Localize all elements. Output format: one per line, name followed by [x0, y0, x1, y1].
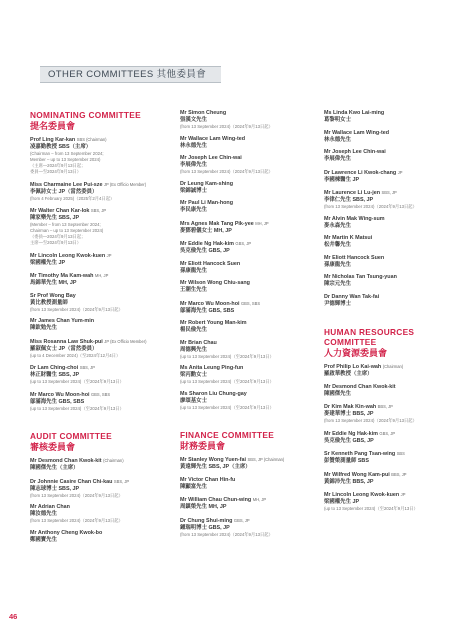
member-name-zh: 鄔滿海先生 GBS, SBS — [30, 398, 85, 405]
member-note: (from 13 September 2024)（2024年9月13日起） — [30, 518, 123, 523]
section-spacer — [180, 416, 315, 430]
member-name-line — [30, 338, 165, 346]
member-name: Dr Chung Shui-ming — [180, 517, 233, 524]
member-name-zh: 黃錦沛先生 BBS, JP — [324, 478, 374, 485]
member-name-line — [180, 261, 315, 268]
member-entry — [30, 457, 165, 472]
member-entry — [30, 318, 165, 332]
member-name-line — [30, 391, 165, 399]
member-name: Dr Danny Wan Tak-fai — [324, 293, 380, 300]
member-name-line — [324, 403, 464, 411]
member-name-line — [180, 110, 315, 117]
member-title-suffix: (Chairman) — [103, 458, 124, 463]
member-name-line — [180, 365, 315, 372]
member-name-zh: 李國棟醫生 JP — [324, 176, 360, 183]
member-name-zh: 林永德先生 — [180, 142, 207, 149]
member-name-zh: 周鎮榮先生 MH, JP — [180, 504, 227, 510]
member-title-suffix: JP (Ex Officio Member) — [104, 338, 147, 344]
member-name-zh: 馬錦華先生 MH, JP — [30, 280, 77, 286]
member-name-zh: 鄔滿海先生 GBS, SBS — [180, 307, 235, 314]
member-entry — [180, 240, 315, 255]
committee-title: FINANCE COMMITTEE — [180, 430, 275, 440]
member-note: (from 13 September 2024)（2024年9月13日起） — [324, 418, 417, 423]
member-name-line — [30, 478, 165, 486]
member-name: Mr Paul Li Man-hong — [180, 200, 234, 206]
member-entry — [30, 478, 165, 499]
member-name: Mr Wilson Wong Chiu-sang — [180, 280, 250, 286]
member-entry — [180, 391, 315, 411]
member-note: (from 13 September 2024)（2024年9月13日起） — [180, 169, 273, 174]
committee-title-zh: 財務委員會 — [180, 441, 226, 451]
member-name: Ms Linda Kwo Lai-ming — [324, 110, 385, 116]
member-title-suffix: SBS, JP — [381, 190, 397, 195]
member-title-suffix: JP — [106, 252, 112, 258]
member-title-suffix: MH, JP — [252, 497, 267, 502]
committee-title: AUDIT COMMITTEE — [30, 431, 112, 441]
member-entry — [324, 384, 464, 398]
member-name: Sr Prof Wong Bay — [30, 292, 76, 299]
member-name-line — [180, 517, 315, 525]
member-name-zh: 王潮生先生 — [180, 287, 207, 293]
member-name: Mr Marco Wu Moon-hoi — [180, 300, 240, 307]
member-name: Mr William Chau Chun-wing — [180, 497, 252, 503]
member-name: Mr Joseph Lee Chin-wai — [324, 149, 386, 155]
member-title-suffix: GBS, SBS — [241, 300, 261, 306]
member-name-zh: 李展偉先生 — [180, 162, 207, 168]
member-name-line — [30, 318, 165, 325]
member-name-line — [180, 280, 315, 287]
member-name: Mr Wallace Lam Wing-ted — [324, 129, 390, 136]
member-name-zh: 吳克儉先生 GBS, JP — [324, 437, 374, 444]
member-name: Prof Philip Lo Kai-wah — [324, 364, 382, 370]
member-name-line — [30, 181, 165, 189]
member-name: Mr Walter Chan Kar-lok — [30, 208, 90, 214]
page-number: 46 — [9, 612, 18, 621]
member-entry — [324, 274, 464, 288]
member-entry — [324, 430, 464, 445]
member-name-line — [180, 496, 315, 504]
member-entry — [180, 155, 315, 175]
member-note: (from 13 September 2024)（2024年9月13日起） — [30, 492, 123, 498]
member-entry — [180, 365, 315, 385]
member-name-zh: 鄭國寶先生 — [30, 536, 57, 543]
member-entry — [324, 169, 464, 184]
member-name-line — [324, 235, 464, 242]
member-name: Mr Eliott Hancock Suen — [324, 254, 385, 261]
member-note: Member – up to 13 September 2024) — [30, 157, 101, 162]
member-name: Mr Eddie Ng Hak-kim — [324, 430, 378, 437]
member-name-line — [324, 384, 464, 391]
member-title-suffix: MH, JP — [94, 273, 109, 278]
member-name-zh: 周德興先生 — [180, 346, 207, 353]
member-entry — [30, 364, 165, 385]
member-name-line — [180, 181, 315, 188]
member-name-zh: 孫康龍先生 — [180, 267, 207, 274]
member-name-zh: 羅啟華教授（主席） — [324, 371, 373, 377]
member-name: Mr Alvin Mak Wing-sum — [324, 215, 385, 222]
member-name: Mr Stanley Wong Yuen-fai — [180, 457, 246, 463]
member-title-suffix: SBS, JP — [90, 208, 107, 213]
member-entry — [180, 110, 315, 130]
member-name-zh: 麥永森先生 — [324, 222, 351, 229]
member-name-line — [30, 272, 165, 280]
member-name-zh: 陳家樂先生 SBS, JP — [30, 215, 80, 221]
member-note: Chairman – up to 13 September 2024) — [30, 228, 104, 233]
member-name-line — [30, 364, 165, 372]
member-entry — [180, 300, 315, 315]
member-entry — [180, 517, 315, 538]
member-name-zh: 陳國傑先生 — [324, 390, 351, 397]
member-name: Mr Marco Wu Moon-hoi — [30, 391, 90, 398]
member-name-zh: 林正財醫生 SBS, JP — [30, 372, 80, 378]
member-note: (up to 13 September 2024)（至2024年9月13日） — [30, 405, 124, 411]
member-entry — [180, 477, 315, 491]
committee-title-zh: 人力資源委員會 — [324, 348, 388, 358]
member-name: Miss Rosanna Law Shuk-pui — [30, 338, 103, 345]
member-name: Mr Laurence Li Lu-jen — [324, 190, 381, 196]
member-entry — [324, 491, 464, 512]
member-entry — [30, 391, 165, 412]
column-3 — [324, 110, 464, 518]
member-name: Mr Joseph Lee Chin-wai — [180, 155, 242, 161]
member-name: Mr Eliott Hancock Suen — [180, 260, 241, 267]
member-entry — [180, 456, 315, 471]
member-entry — [180, 136, 315, 150]
member-name: Prof Ling Kar-kan — [30, 137, 76, 143]
member-name-zh: 黃比教授測量師 — [30, 299, 68, 306]
member-note: (Member – from 13 September 2024; — [30, 222, 101, 227]
member-name-line — [30, 136, 165, 144]
member-name-zh: 李佩詩女士 JP（當然委員） — [30, 188, 98, 195]
member-name-zh: 羅淑佩女士 JP（當然委員） — [30, 345, 98, 352]
member-name-zh: 鍾瑞明博士 GBS, JP — [180, 524, 230, 531]
member-name-zh: 梁國權先生 JP — [30, 259, 66, 266]
member-note: (up to 13 September 2024)（至2024年9月13日） — [180, 353, 274, 359]
member-name-zh: 尹德輝博士 — [324, 300, 351, 307]
member-entry — [324, 450, 464, 465]
member-title-suffix: SBS, JP — [79, 365, 95, 370]
member-name: Mr Simon Cheung — [180, 110, 227, 116]
member-name-line — [30, 504, 165, 511]
member-title-suffix: SBS (Chairman) — [76, 137, 107, 142]
member-note: (from 4 February 2025)（2025年2月4日起） — [30, 195, 115, 201]
member-entry — [324, 189, 464, 210]
member-name-line — [324, 169, 464, 177]
member-entry — [324, 403, 464, 424]
member-note: (Chairman – from 13 September 2024; — [30, 151, 104, 156]
member-name-zh: 陳顯富先生 — [180, 483, 207, 490]
member-name-zh: 彭贊榮測量師 SBS — [324, 458, 369, 464]
member-name-zh: 陳志球博士 SBS, JP — [30, 485, 80, 492]
member-name: Mr Wilfred Wong Kam-pui — [324, 471, 390, 478]
member-name: Mr Desmond Chan Kwok-kit — [324, 383, 396, 390]
member-name-zh: 凌嘉勤教授 SBS（主席） — [30, 144, 92, 150]
member-name-zh: 孫康龍先生 — [324, 261, 351, 268]
member-name-line — [324, 110, 464, 117]
member-name-line — [180, 391, 315, 398]
member-entry — [30, 293, 165, 313]
member-title-suffix: SBS, JP (Chairman) — [247, 457, 285, 462]
member-entry — [324, 471, 464, 486]
member-title-suffix: SBS — [396, 451, 405, 456]
member-name: Mrs Agnes Mak Tang Pik-yee — [180, 220, 254, 227]
member-name: Dr Lam Ching-choi — [30, 365, 79, 371]
member-entry — [180, 280, 315, 294]
member-name-zh: 梁錦誠博士 — [180, 187, 207, 194]
member-name-line — [180, 456, 315, 464]
member-name-line — [180, 240, 315, 248]
member-entry — [30, 338, 165, 359]
member-name: Mr Nicholas Tan Tsung-yuan — [324, 274, 397, 280]
member-name: Mr Adrian Chan — [30, 504, 70, 510]
member-entry — [180, 220, 315, 235]
member-name: Mr Victor Chan Hin-fu — [180, 476, 236, 483]
member-name-line — [30, 530, 165, 537]
member-name-zh: 陳宗元先生 — [324, 281, 351, 287]
member-name-line — [324, 491, 464, 499]
member-name-line — [180, 300, 315, 308]
member-title-suffix: GBS, JP — [233, 517, 250, 523]
member-name: Mr Desmond Chan Kwok-kit — [30, 458, 102, 464]
member-title-suffix: JP — [397, 169, 403, 175]
member-entry — [180, 200, 315, 214]
committee-title-zh: 審核委員會 — [30, 442, 76, 452]
member-name: Mr James Chan Yum-min — [30, 318, 95, 324]
member-note: (from 13 September 2024)（2024年9月13日起） — [324, 204, 417, 209]
member-name-line — [324, 130, 464, 137]
member-name-zh: 李展偉先生 — [324, 156, 351, 162]
member-name-zh: 陳欽勉先生 — [30, 325, 57, 331]
member-note: (up to 13 September 2024)（至2024年9月13日） — [324, 506, 418, 511]
member-name-zh: 梁國權先生 JP — [324, 499, 360, 505]
member-entry — [30, 272, 165, 287]
member-name-zh: 陳國傑先生（主席） — [30, 465, 79, 471]
member-note: （主席—2024年9月13日起； — [30, 163, 86, 168]
member-entry — [324, 110, 464, 124]
member-title-suffix: (Chairman) — [382, 364, 404, 369]
member-entry — [30, 136, 165, 175]
member-name-line — [180, 155, 315, 162]
member-entry — [30, 530, 165, 544]
page-title: OTHER COMMITTEES 其他委員會 — [48, 69, 207, 80]
member-name: Mr Anthony Cheng Kwok-bo — [30, 529, 103, 536]
member-name: Mr Timothy Ma Kam-wah — [30, 273, 94, 279]
member-name-line — [30, 293, 165, 300]
member-name-zh: 吳克儉先生 GBS, JP — [180, 248, 230, 254]
member-name: Mr Wallace Lam Wing-ted — [180, 135, 246, 142]
member-name: Miss Charmaine Lee Pui-sze — [30, 181, 103, 188]
member-name-zh: 林永德先生 — [324, 136, 351, 143]
member-name-line — [30, 252, 165, 260]
member-name-zh: 梁丙勳女士 — [180, 372, 207, 378]
member-entry — [324, 294, 464, 308]
member-name-line — [324, 255, 464, 262]
member-name-zh: 葛黎明女士 — [324, 117, 351, 123]
member-note: (from 13 September 2024)（2024年9月13日起） — [30, 306, 123, 312]
member-name-line — [180, 340, 315, 347]
member-entry — [324, 255, 464, 269]
member-entry — [324, 149, 464, 163]
member-note: （委員—2024年9月13日起； — [30, 234, 86, 239]
member-title-suffix: JP — [400, 492, 406, 497]
member-entry — [180, 261, 315, 275]
member-entry — [30, 207, 165, 246]
member-name-line — [30, 457, 165, 465]
member-entry — [180, 320, 315, 334]
member-note: (up to 4 December 2024)（至2024年12月4日） — [30, 352, 121, 358]
section-spacer — [324, 313, 464, 327]
member-name-line — [324, 189, 464, 197]
member-name: Sr Kenneth Pang Tsan-wing — [324, 451, 396, 457]
member-name-line — [180, 200, 315, 207]
member-name: Mr Martin K Matsui — [324, 235, 373, 241]
member-entry — [180, 496, 315, 511]
member-name-zh: 陳汝德先生 — [30, 511, 57, 517]
member-name-zh: 麥建華博士 BBS, JP — [324, 411, 374, 417]
member-name-line — [180, 320, 315, 327]
member-name-line — [324, 430, 464, 438]
member-name-line — [324, 294, 464, 301]
member-name-line — [324, 471, 464, 479]
member-name: Mr Robert Young Man-kim — [180, 320, 247, 326]
member-note: (up to 13 September 2024)（至2024年9月13日） — [180, 404, 274, 410]
member-name-line — [180, 477, 315, 484]
member-name-zh: 廖頌基女士 — [180, 397, 207, 404]
member-name: Mr Eddie Ng Hak-kim — [180, 241, 234, 247]
member-name-zh: 黃遠輝先生 SBS, JP（主席） — [180, 464, 251, 470]
member-name: Mr Lincoln Leong Kwok-kuen — [30, 252, 106, 259]
committee-title-zh: 提名委員會 — [30, 121, 76, 131]
member-note: (from 13 September 2024)（2024年9月13日起） — [180, 124, 273, 129]
member-note: (from 13 September 2024)（2024年9月13日起） — [180, 531, 273, 537]
member-name-zh: 李民康先生 — [180, 207, 207, 213]
member-note: 委員—至2024年9月13日） — [30, 169, 82, 174]
member-title-suffix: GBS, JP — [379, 430, 396, 436]
member-name-zh: 松井馨先生 — [324, 242, 351, 248]
committee-title: NOMINATING COMMITTEE — [30, 110, 141, 120]
member-title-suffix: JP (Ex Officio Member) — [104, 181, 147, 187]
member-title-suffix: GBS, SBS — [91, 391, 111, 397]
member-name-line — [180, 220, 315, 228]
member-name: Dr Johnnie Casire Chan Chi-kau — [30, 478, 113, 485]
member-title-suffix: MH, JP — [255, 220, 269, 226]
member-title-suffix: BBS, JP — [391, 471, 407, 477]
member-entry — [180, 340, 315, 360]
member-name-line — [180, 136, 315, 143]
member-name: Mr Brian Chau — [180, 339, 217, 346]
member-name: Ms Anita Leung Ping-fun — [180, 365, 244, 371]
member-entry — [30, 181, 165, 202]
member-name-line — [324, 363, 464, 371]
committee-title: HUMAN RESOURCES COMMITTEE — [324, 327, 415, 347]
member-entry — [324, 363, 464, 378]
column-2 — [180, 110, 315, 543]
member-name: Dr Kim Mak Kin-wah — [324, 404, 377, 410]
member-entry — [324, 235, 464, 249]
member-name: Dr Lawrence Li Kwok-chang — [324, 169, 397, 176]
member-name-zh: 楊民儉先生 — [180, 327, 207, 333]
member-title-suffix: BBS, JP — [377, 404, 393, 409]
member-note: (up to 13 September 2024)（至2024年9月13日） — [180, 379, 274, 384]
member-entry — [324, 130, 464, 144]
member-entry — [30, 504, 165, 524]
member-name-line — [324, 450, 464, 458]
member-entry — [324, 216, 464, 230]
column-1 — [30, 110, 165, 549]
member-name-zh: 張漢文先生 — [180, 117, 207, 123]
member-name-line — [324, 216, 464, 223]
member-name-line — [30, 207, 165, 215]
member-title-suffix: SBS, JP — [113, 478, 130, 484]
member-entry — [30, 252, 165, 267]
member-name-line — [324, 149, 464, 156]
member-note: (up to 13 September 2024)（至2024年9月13日） — [30, 379, 124, 384]
member-name-zh: 麥鄧碧儀女士 MH, JP — [180, 227, 232, 234]
member-note: 主席—至2024年9月13日） — [30, 240, 82, 245]
section-spacer — [30, 417, 165, 431]
member-name-line — [324, 274, 464, 281]
member-name: Ms Sharon Liu Chung-gay — [180, 390, 247, 397]
member-name: Mr Lincoln Leong Kwok-kuen — [324, 492, 400, 498]
member-entry — [180, 181, 315, 195]
member-title-suffix: GBS, JP — [235, 241, 252, 246]
member-name: Dr Leung Kam-shing — [180, 180, 234, 187]
member-name-zh: 李律仁先生 SBS, JP — [324, 197, 374, 203]
